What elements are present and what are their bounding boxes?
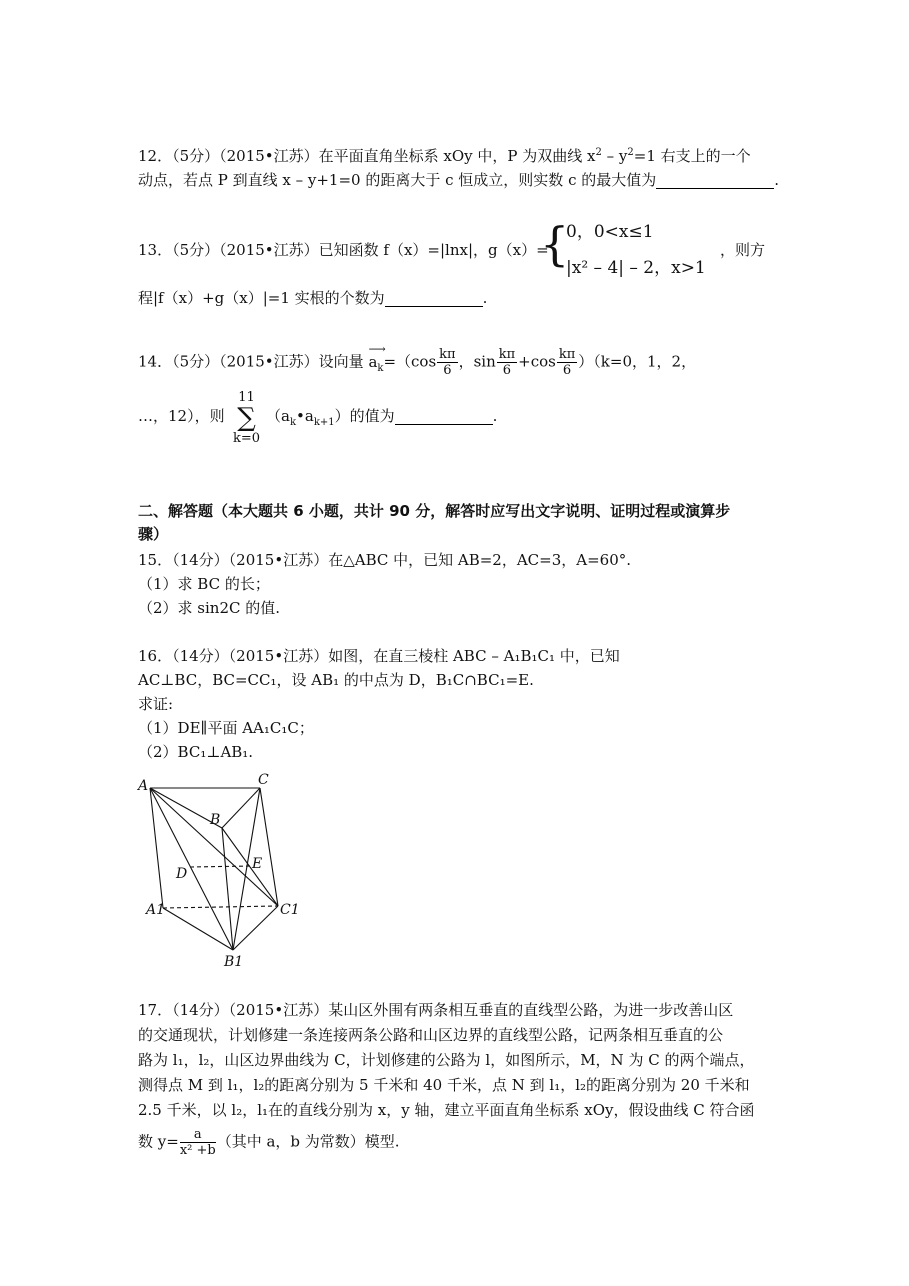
section-heading-cont: 骤）	[138, 525, 169, 543]
label-C1: C1	[280, 902, 300, 918]
q14-line2-rest: $(a_k•a_{k+1})$的值为 .	[266, 407, 498, 428]
q13-case2: |x² – 4| – 2，x>1	[566, 258, 706, 278]
q16-line3: 求证:	[138, 695, 174, 713]
q14-line2: …，12），则	[138, 407, 225, 425]
piecewise-brace: {	[540, 217, 570, 271]
q17-line3: 路为 l₁，l₂，山区边界曲线为 C，计划修建的公路为 l，如图所示，M，N 为 C 的两个端点，	[138, 1051, 755, 1069]
q13-line2: 程|f（x）+g（x）|=1 实根的个数为 .	[138, 289, 488, 307]
answer-blank	[656, 173, 774, 189]
fraction-kpi-6: $\frac{k\pi}{6}$	[558, 347, 576, 378]
q13-suffix: ，则方	[720, 241, 766, 259]
fraction-kpi-6: $\frac{k\pi}{6}$	[498, 347, 516, 378]
q17-line2: 的交通现状，计划修建一条连接两条公路和山区边界的直线型公路，记两条相互垂直的公	[138, 1026, 724, 1044]
q17-line1: 17．（14分）（2015•江苏）某山区外围有两条相互垂直的直线型公路，为进一步改善山区	[138, 1001, 734, 1019]
q13-line1: 13．（5分）（2015•江苏）已知函数 f（x）=|lnx|，g（x）=	[138, 241, 549, 259]
q12-line2: 动点，若点 P 到直线 x – y+1=0 的距离大于 c 恒成立，则实数 c 的最大值为 .	[138, 171, 780, 189]
q16-line2: AC⊥BC，BC=CC₁，设 AB₁ 的中点为 D，B₁C∩BC₁=E.	[138, 671, 534, 689]
sigma-icon: ∑	[237, 403, 256, 433]
q12-line1: 12．（5分）（2015•江苏）在平面直角坐标系 xOy 中，P 为双曲线 $x^2 - y^2=1$ 右支上的一个	[138, 147, 751, 165]
label-E: E	[252, 856, 263, 872]
label-C: C	[258, 772, 269, 788]
label-D: D	[176, 866, 188, 882]
q16-part2: （2）BC₁⊥AB₁.	[138, 743, 254, 761]
vector-a-k: ⟶ $a_k$	[368, 341, 386, 374]
q15-part1: （1）求 BC 的长；	[138, 575, 270, 593]
q13-case1: 0，0<x≤1	[566, 222, 654, 242]
label-A: A	[138, 778, 149, 794]
label-B: B	[210, 812, 221, 828]
section-heading: 二、解答题（本大题共 6 小题，共计 90 分，解答时应写出文字说明、证明过程或演算步	[138, 502, 731, 520]
label-A1: A1	[146, 902, 166, 918]
q17-line5: 2.5 千米，以 l₂，l₁在的直线分别为 x，y 轴，建立平面直角坐标系 xOy，假设曲线 C 符合函	[138, 1101, 755, 1119]
q15-line1: 15．（14分）（2015•江苏）在△ABC 中，已知 AB=2，AC=3，A=60°.	[138, 551, 632, 569]
answer-blank	[385, 291, 483, 307]
label-B1: B1	[224, 954, 244, 970]
prism-figure	[130, 768, 310, 973]
fraction-a-over-x2b: $\frac{a}{\text{x² +b}}$	[179, 1127, 216, 1158]
q16-line1: 16．（14分）（2015•江苏）如图，在直三棱柱 ABC – A₁B₁C₁ 中，已知	[138, 647, 620, 665]
answer-blank	[395, 409, 493, 425]
fraction-kpi-6: $\frac{k\pi}{6}$	[439, 347, 456, 378]
q17-line6: 数 y= $\frac{a}{\text{x² +b}}$ （其中 a，b 为常数）模型.	[138, 1127, 400, 1158]
q15-part2: （2）求 sin2C 的值.	[138, 599, 281, 617]
q16-part1: （1）DE∥平面 AA₁C₁C；	[138, 719, 314, 737]
q14-line1: 14．（5分）（2015•江苏）设向量 ⟶ $a_k=(\cos$ $\frac{k\pi}{6}$ ，sin $\frac{k\pi}{6}$ +cos $\frac{k\pi}{6}$ ）（k=0，1，2，	[138, 341, 697, 378]
summation-sign: 11 ∑ k=0	[233, 390, 261, 446]
q17-line4: 测得点 M 到 l₁，l₂的距离分别为 5 千米和 40 千米，点 N 到 l₁，l₂的距离分别为 20 千米和	[138, 1076, 750, 1094]
vector-arrow-icon: ⟶	[368, 341, 386, 356]
